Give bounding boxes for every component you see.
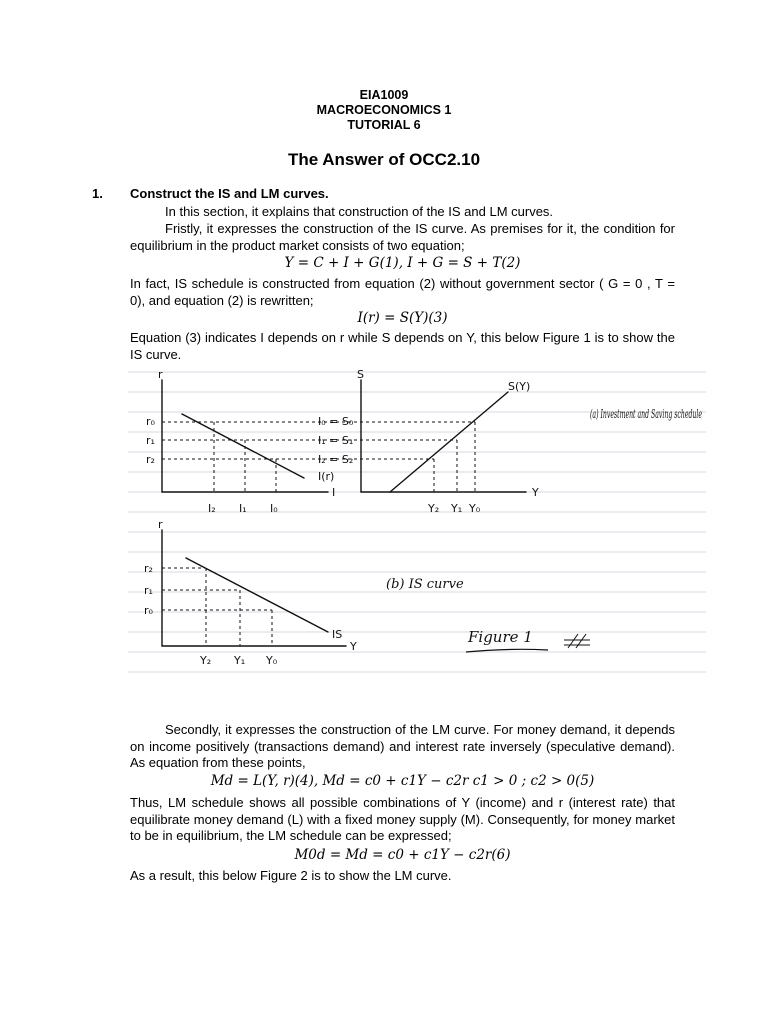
- r-label-2: r₂: [146, 453, 155, 466]
- panel-b-caption: (b) IS curve: [386, 577, 464, 592]
- investment-x-label: I: [332, 486, 336, 499]
- section-number: 1.: [92, 186, 103, 201]
- equation-is-condition: I(r) = S(Y)(3): [357, 310, 448, 326]
- tutorial-number: TUTORIAL 6: [347, 118, 421, 132]
- equation-lm-equilibrium: M0d = Md = c0 + c1Y − c2r(6): [294, 847, 511, 863]
- r-label-1: r₁: [146, 434, 155, 447]
- is-r-label-1: r₁: [144, 584, 153, 597]
- is-y-label-0: Y₀: [266, 654, 278, 667]
- y-label-0: Y₀: [469, 502, 481, 515]
- panel-a-caption: (a) Investment and Saving schedule: [590, 407, 702, 421]
- is-r-label-0: r₀: [144, 604, 153, 617]
- equality-0: I₀ = S₀: [318, 415, 354, 428]
- is-axis-label: r: [158, 518, 163, 531]
- r-label-0: r₀: [146, 415, 155, 428]
- page-title: The Answer of OCC2.10: [287, 150, 481, 169]
- paragraph-lm-intro: Secondly, it expresses the construction of the LM curve. For money demand, it depends on income positively (transactions demand) and interest rate inversely (speculative demand). As equation from these points,: [130, 722, 675, 770]
- saving-curve: [390, 392, 508, 492]
- saving-curve-label: S(Y): [508, 380, 531, 393]
- y-label-2: Y₂: [428, 502, 440, 515]
- is-x-label: Y: [350, 640, 357, 653]
- figure-1: [128, 362, 706, 684]
- figure-underline: [466, 649, 548, 652]
- is-y-label-2: Y₂: [200, 654, 212, 667]
- course-code: EIA1009: [359, 88, 409, 102]
- paragraph-figure2-intro: As a result, this below Figure 2 is to show the LM curve.: [130, 868, 452, 883]
- section-heading: Construct the IS and LM curves.: [130, 186, 329, 201]
- equation-product-market: Y = C + I + G(1), I + G = S + T(2): [284, 255, 521, 271]
- i-label-1: I₁: [239, 502, 247, 515]
- saving-x-label: Y: [532, 486, 539, 499]
- paragraph-intro: In this section, it explains that construction of the IS and LM curves.: [165, 204, 554, 219]
- i-label-0: I₀: [270, 502, 278, 515]
- equality-1: I₁ = S₁: [318, 434, 354, 447]
- hash-mark: [564, 634, 590, 648]
- equality-2: I₂ = S₂: [318, 453, 354, 466]
- is-y-label-1: Y₁: [234, 654, 246, 667]
- saving-axis-label: S: [357, 368, 364, 381]
- course-name: MACROECONOMICS 1: [316, 103, 452, 117]
- is-curve-label: IS: [332, 628, 343, 641]
- investment-curve: [182, 414, 304, 478]
- investment-curve-label: I(r): [318, 470, 335, 483]
- figure-1-label: Figure 1: [468, 628, 533, 646]
- is-r-label-2: r₂: [144, 562, 153, 575]
- i-label-2: I₂: [208, 502, 216, 515]
- equation-money-demand: Md = L(Y, r)(4), Md = c0 + c1Y − c2r c1 > 0 ; c2 > 0(5): [210, 773, 595, 789]
- paragraph-is-schedule: In fact, IS schedule is constructed from equation (2) without government sector ( G = 0 , T = 0), and equation (2) is rewritten;: [130, 276, 675, 308]
- y-label-1: Y₁: [451, 502, 463, 515]
- paragraph-lm-schedule: Thus, LM schedule shows all possible combinations of Y (income) and r (interest rate) that equilibrate money demand (L) with a fixed money supply (M). Consequently, for money market to be in equilibrium, the LM schedule can be expressed;: [130, 795, 675, 843]
- paragraph-figure1-intro: Equation (3) indicates I depends on r while S depends on Y, this below Figure 1 is to show the IS curve.: [130, 330, 675, 362]
- is-curve: [186, 558, 328, 632]
- investment-axis-label: r: [158, 368, 163, 381]
- paragraph-is-premise: Fristly, it expresses the construction of the IS curve. As premises for it, the condition for equilibrium in the product market consists of two equation;: [130, 221, 675, 253]
